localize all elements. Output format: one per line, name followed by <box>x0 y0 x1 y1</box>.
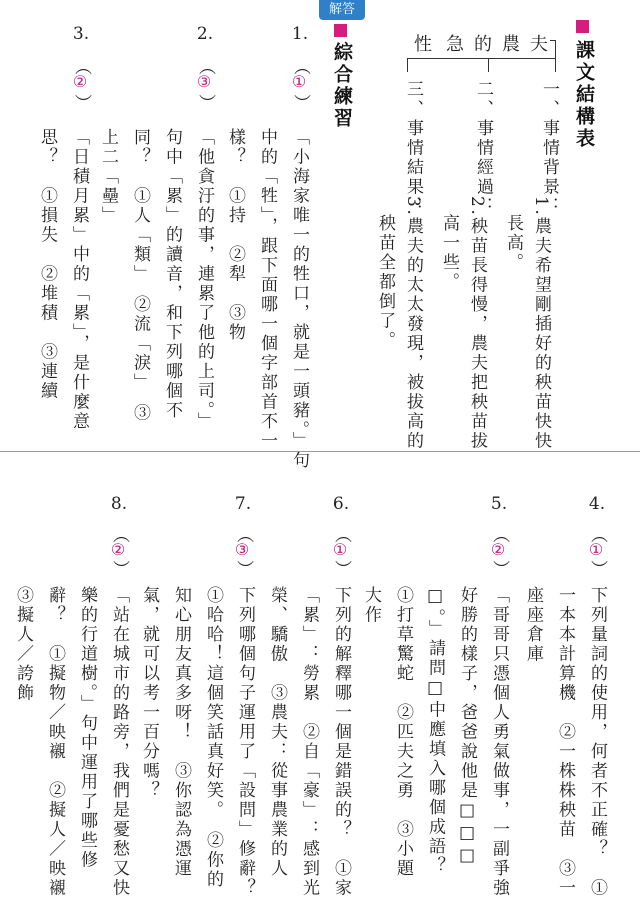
question-text: 下列的解釋哪一個是錯誤的？ ①家 <box>331 586 351 898</box>
exercise-heading: 綜合練習 <box>331 42 353 130</box>
answer-paren-close: ︶ <box>331 560 351 579</box>
tree-line <box>488 58 489 72</box>
topic-char: 農 <box>502 34 520 55</box>
question-text: 一本本計算機 ②一株株秧苗 ③一 <box>555 586 575 898</box>
section-item: 1.農夫希望剛插好的秧苗快快 <box>531 196 551 452</box>
answer-paren-open: ︵ <box>233 526 253 545</box>
section-label: 一、事情背景： <box>539 80 559 217</box>
question-text: 樂的行道樹。」句中運用了哪些修 <box>77 586 97 870</box>
section-label: 二、事情經過： <box>473 80 493 217</box>
question-text: 「日積月累」中的「累」，是什麼意 <box>69 128 89 432</box>
question-text: 下列哪個句子運用了「設問」修辭？ <box>235 586 255 898</box>
answer-paren-open: ︵ <box>71 58 91 77</box>
answer-paren-close: ︶ <box>195 94 215 113</box>
structure-heading-marker <box>576 20 589 33</box>
question-text: 中的「牲」，跟下面哪一個字部首不一 <box>257 128 277 451</box>
question-text: ①打草驚蛇 ②匹夫之勇 ③小題 <box>393 586 413 879</box>
answer-paren-close: ︶ <box>233 560 253 579</box>
question-number: 7. <box>234 494 252 514</box>
question-text: 思？ ①損失 ②堆積 ③連續 <box>37 128 57 401</box>
section-label: 三、事情結果： <box>403 80 423 217</box>
answer-tab: 解答 <box>319 0 365 20</box>
answer-mark: ② <box>490 540 506 559</box>
question-text: 榮、驕傲 ③農夫：從事農業的人 <box>267 586 287 879</box>
topic-char: 性 <box>414 34 432 55</box>
question-text: 上二「壘」 <box>98 128 118 226</box>
question-text: 座座倉庫 <box>523 586 543 664</box>
answer-paren-close: ︶ <box>587 560 607 579</box>
answer-mark: ② <box>72 72 88 91</box>
question-text: ③擬人／誇飾 <box>13 586 33 703</box>
question-number: 2. <box>196 24 214 44</box>
answer-mark: ① <box>588 540 604 559</box>
question-number: 1. <box>291 24 309 44</box>
section-item: 3.農夫的太太發現，被拔高的 <box>403 196 423 452</box>
answer-mark: ③ <box>196 72 212 91</box>
answer-mark: ① <box>291 72 307 91</box>
tree-line <box>550 40 556 41</box>
question-text: □。」請問□中應填入哪個成語？ <box>425 586 445 876</box>
answer-paren-open: ︵ <box>331 526 351 545</box>
answer-paren-close: ︶ <box>489 560 509 579</box>
exercise-heading-marker <box>334 24 347 37</box>
question-text: 下列量詞的使用，何者不正確？ ① <box>587 586 607 898</box>
tree-line <box>555 40 556 72</box>
answer-paren-open: ︵ <box>587 526 607 545</box>
topic-char: 夫 <box>530 34 548 55</box>
question-text: 氣，就可以考一百分嗎？ <box>139 586 159 801</box>
question-text: 句中「累」的讀音，和下列哪個不 <box>162 128 182 421</box>
question-number: 3. <box>72 24 90 44</box>
question-text: 好勝的樣子，爸爸說他是□□□ <box>457 586 477 868</box>
section-item: 高一些。 <box>439 214 459 292</box>
answer-paren-close: ︶ <box>290 94 310 113</box>
question-number: 5. <box>490 494 508 514</box>
question-text: ①哈哈！這個笑話真好笑。 ②你的 <box>203 586 223 890</box>
question-text: 「他貪汙的事，連累了他的上司。」 <box>194 128 214 432</box>
question-text: 辭？ ①擬物／映襯 ②擬人／映襯 <box>45 586 65 898</box>
answer-mark: ③ <box>234 540 250 559</box>
topic-char: 的 <box>474 34 492 55</box>
question-text: 知心朋友真多呀！ ③你認為憑運 <box>171 586 191 879</box>
answer-paren-open: ︵ <box>109 526 129 545</box>
question-text: 樣？ ①持 ②犁 ③物 <box>225 128 245 343</box>
tree-line <box>407 58 555 59</box>
question-text: 「小海家唯一的牲口，就是一頭豬。」句 <box>289 128 309 471</box>
answer-paren-close: ︶ <box>71 94 91 113</box>
answer-paren-open: ︵ <box>489 526 509 545</box>
question-text: 「累」：勞累 ②自「豪」：感到光 <box>299 586 319 898</box>
answer-paren-open: ︵ <box>195 58 215 77</box>
section-item: 長高。 <box>503 214 523 273</box>
question-number: 8. <box>110 494 128 514</box>
question-number: 4. <box>588 494 606 514</box>
question-text: 「哥哥只憑個人勇氣做事，一副爭強 <box>489 586 509 898</box>
answer-paren-close: ︶ <box>109 560 129 579</box>
answer-mark: ① <box>332 540 348 559</box>
section-item: 秧苗全都倒了。 <box>375 214 395 351</box>
question-text: 同？ ①人「類」 ②流「淚」 ③ <box>130 128 150 423</box>
question-text: 「站在城市的路旁，我們是憂愁又快 <box>109 586 129 898</box>
answer-mark: ② <box>110 540 126 559</box>
tree-line <box>407 58 408 72</box>
page-divider <box>0 451 640 452</box>
question-number: 6. <box>332 494 350 514</box>
structure-heading: 課文結構表 <box>573 40 595 150</box>
question-text: 大作 <box>361 586 381 625</box>
topic-char: 急 <box>446 34 464 55</box>
section-item: 2.秧苗長得慢，農夫把秧苗拔 <box>467 196 487 452</box>
answer-paren-open: ︵ <box>290 58 310 77</box>
